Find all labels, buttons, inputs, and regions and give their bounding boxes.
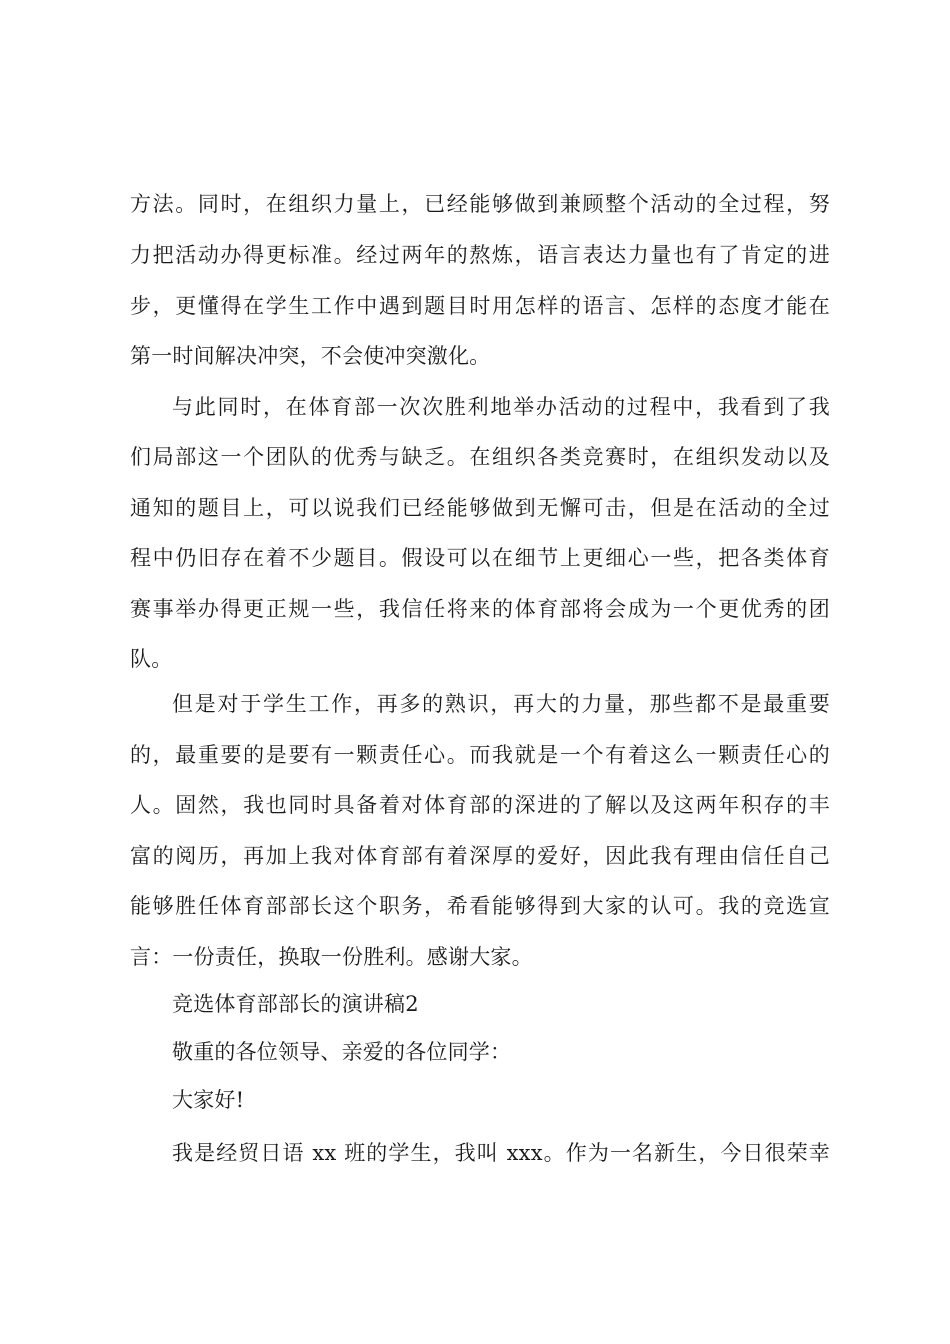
paragraph-3-line-5: 能够胜任体育部部长这个职务，希看能够得到大家的认可。我的竞选宣: [130, 894, 830, 918]
paragraph-2-line-3: 通知的题目上，可以说我们已经能够做到无懈可击，但是在活动的全过: [130, 496, 830, 520]
paragraph-3-line-3: 人。固然，我也同时具备着对体育部的深进的了解以及这两年积存的丰: [130, 793, 830, 817]
paragraph-2-line-5: 赛事举办得更正规一些，我信任将来的体育部将会成为一个更优秀的团: [130, 597, 830, 621]
paragraph-1-line-4: 第一时间解决冲突，不会使冲突激化。: [130, 344, 491, 368]
speech-title: 竞选体育部部长的演讲稿2: [172, 992, 419, 1016]
paragraph-intro-line-1: 我是经贸日语 xx 班的学生，我叫 xxx。作为一名新生，今日很荣幸: [172, 1141, 830, 1165]
paragraph-3-line-2: 的，最重要的是要有一颗责任心。而我就是一个有着这么一颗责任心的: [130, 743, 830, 767]
paragraph-2-line-1: 与此同时，在体育部一次次胜利地举办活动的过程中，我看到了我: [172, 395, 830, 419]
paragraph-2-line-2: 们局部这一个团队的优秀与缺乏。在组织各类竞赛时，在组织发动以及: [130, 445, 830, 469]
paragraph-1-line-2: 力把活动办得更标准。经过两年的熬炼，语言表达力量也有了肯定的进: [130, 243, 830, 267]
salutation: 敬重的各位领导、亲爱的各位同学：: [172, 1040, 512, 1064]
paragraph-3-line-1: 但是对于学生工作，再多的熟识，再大的力量，那些都不是最重要: [172, 692, 830, 716]
paragraph-2-line-6: 队。: [130, 647, 173, 671]
paragraph-1-line-3: 步，更懂得在学生工作中遇到题目时用怎样的语言、怎样的态度才能在: [130, 294, 830, 318]
paragraph-2-line-4: 程中仍旧存在着不少题目。假设可以在细节上更细心一些，把各类体育: [130, 546, 830, 570]
paragraph-1-line-1: 方法。同时，在组织力量上，已经能够做到兼顾整个活动的全过程，努: [130, 192, 830, 216]
paragraph-3-line-4: 富的阅历，再加上我对体育部有着深厚的爱好，因此我有理由信任自己: [130, 844, 830, 868]
greeting: 大家好!: [172, 1088, 245, 1112]
paragraph-3-line-6: 言：一份责任，换取一份胜利。感谢大家。: [130, 945, 533, 969]
